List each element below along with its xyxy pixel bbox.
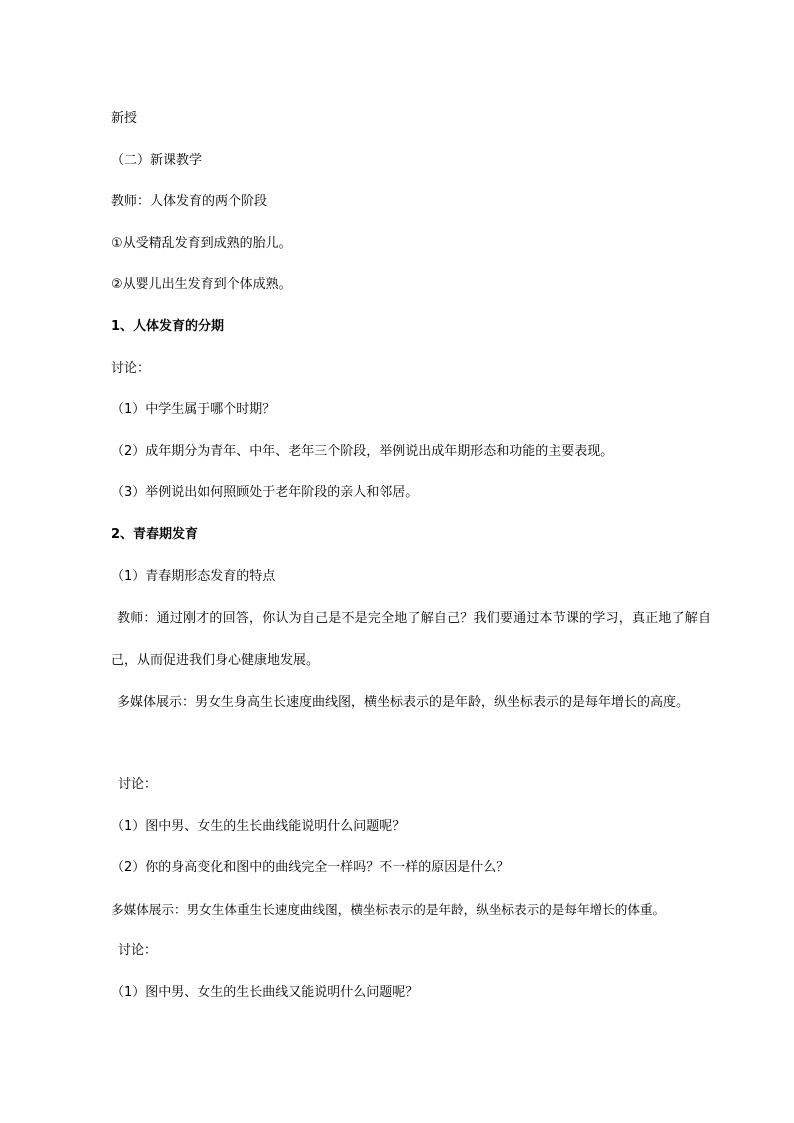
text-line: 讨论： xyxy=(118,943,158,958)
text-line: 讨论： xyxy=(118,777,158,792)
text-line: （1）图中男、女生的生长曲线能说明什么问题呢？ xyxy=(111,819,406,834)
text-line: ①从受精乱发育到成熟的胎儿。 xyxy=(111,236,292,251)
text-line: （2）你的身高变化和图中的曲线完全一样吗？不一样的原因是什么？ xyxy=(111,860,510,875)
text-line: 多媒体展示：男女生体重生长速度曲线图，横坐标表示的是年龄，纵坐标表示的是每年增长的体重。 xyxy=(111,902,666,917)
section-heading: （二）新课教学 xyxy=(111,153,203,168)
text-line: 教师：人体发育的两个阶段 xyxy=(111,194,268,209)
text-line: ②从婴儿出生发育到个体成熟。 xyxy=(111,277,292,292)
text-line: （1）图中男、女生的生长曲线又能说明什么问题呢？ xyxy=(111,985,419,1000)
paragraph: 教师：通过刚才的回答，你认为自己是不是完全地了解自己？我们要通过本节课的学习，真正地了解自己，从而促进我们身心健康地发展。 xyxy=(111,611,711,668)
subheading: 1、人体发育的分期 xyxy=(111,319,225,334)
text-line: （1）中学生属于哪个时期？ xyxy=(111,402,276,417)
text-line: （1）青春期形态发育的特点 xyxy=(111,569,276,584)
subheading: 2、青春期发育 xyxy=(111,527,199,542)
text-line: 讨论： xyxy=(111,361,151,376)
text-line: （2）成年期分为青年、中年、老年三个阶段，举例说出成年期形态和功能的主要表现。 xyxy=(111,444,614,459)
paragraph: 多媒体展示：男女生身高生长速度曲线图，横坐标表示的是年龄，纵坐标表示的是每年增长的高度。 xyxy=(117,695,690,710)
text-line: （3）举例说出如何照顾处于老年阶段的亲人和邻居。 xyxy=(111,485,419,500)
text-line: 新授 xyxy=(111,111,138,126)
